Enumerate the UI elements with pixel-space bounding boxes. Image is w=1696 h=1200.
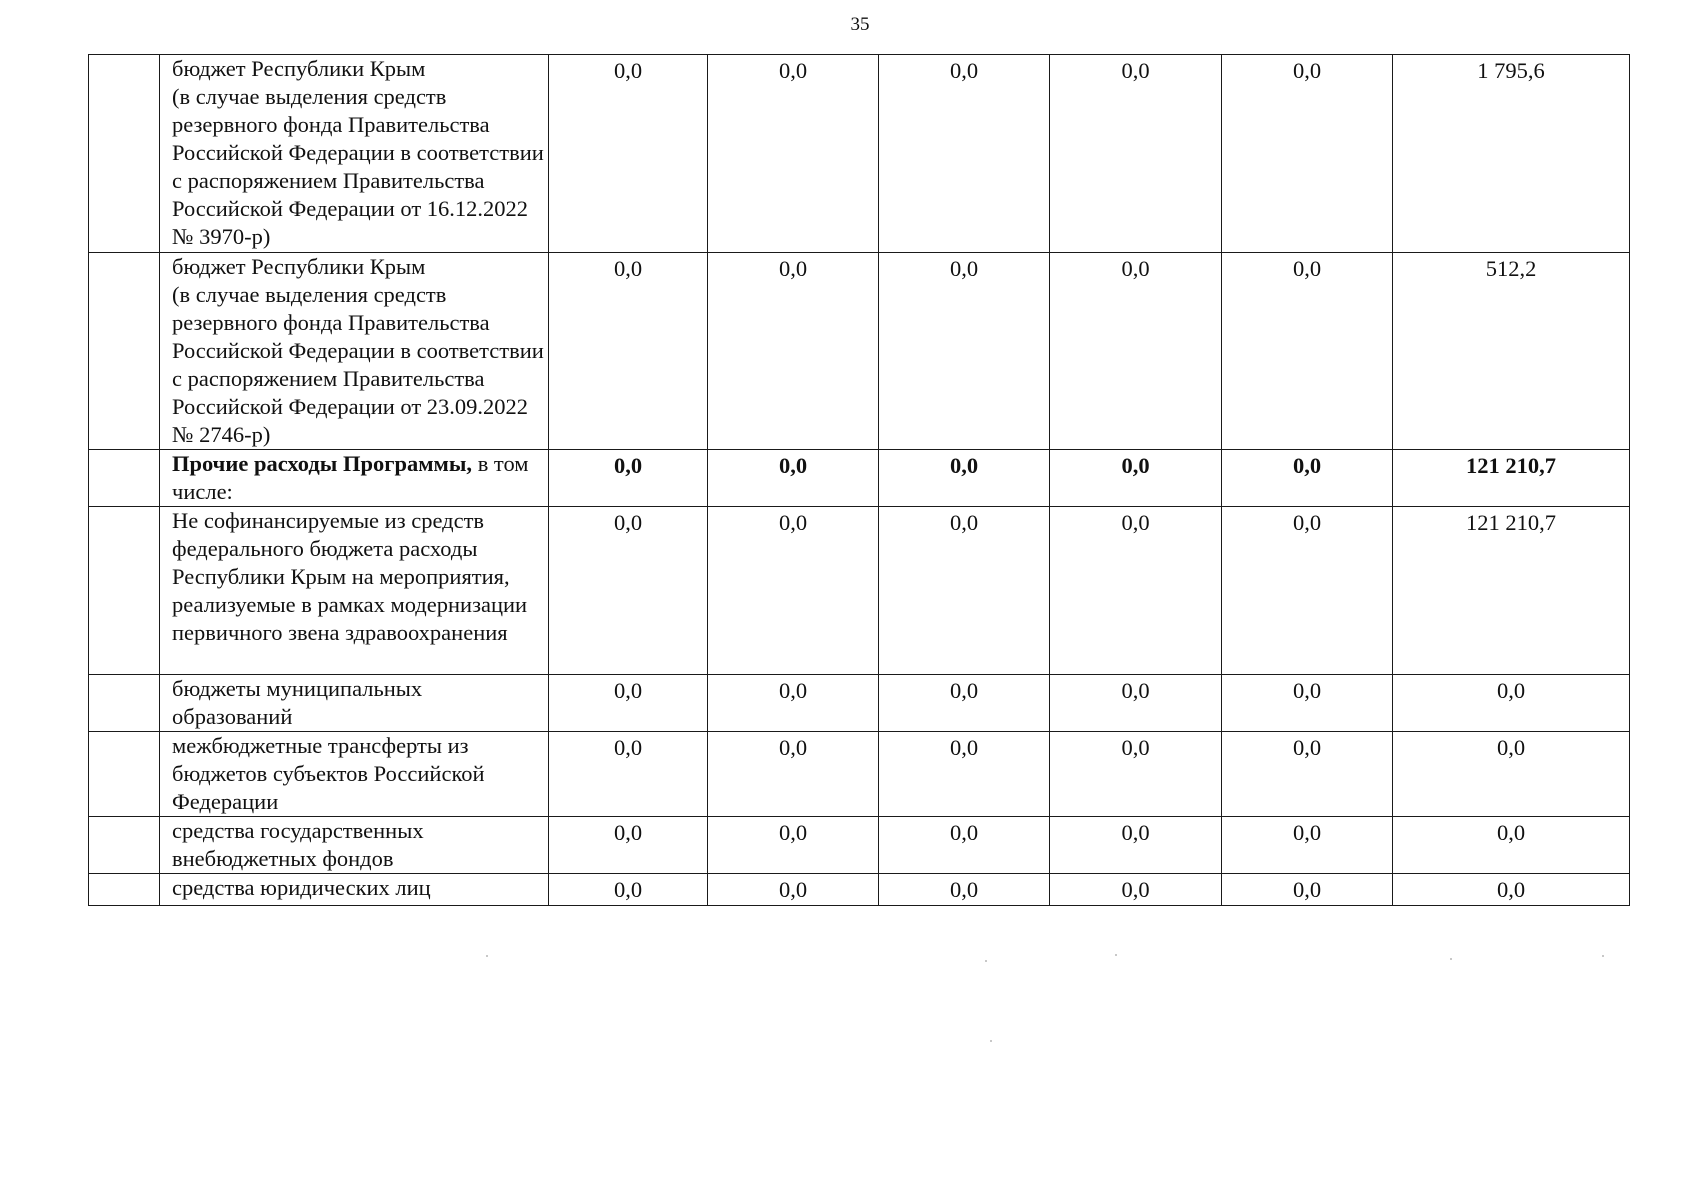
year-value-cell [549,55,708,253]
total-value: 0,0 [1496,820,1526,845]
year-value: 0,0 [778,820,808,845]
year-value: 0,0 [1292,256,1322,281]
year-value: 0,0 [1121,820,1150,845]
year-value: 0,0 [778,510,808,535]
year-value: 0,0 [1121,877,1150,902]
scan-speck [985,960,987,962]
total-value-cell [1393,450,1630,507]
year-value: 0,0 [949,735,979,760]
year-value: 0,0 [778,58,808,83]
year-value: 0,0 [1121,735,1150,760]
year-value-cell [1222,55,1393,253]
table-row [89,253,1630,450]
year-value-cell [879,817,1050,874]
year-value-cell [1222,675,1393,732]
year-value: 0,0 [613,820,643,845]
scan-speck [486,955,488,957]
year-value-cell [1222,874,1393,906]
scan-speck [1602,955,1604,957]
total-value-cell [1393,732,1630,817]
year-value-cell [549,507,708,675]
year-value-cell [1050,675,1222,732]
table-row [89,450,1630,507]
year-value-cell [1050,55,1222,253]
year-value-cell [1050,507,1222,675]
row-description-text: бюджет Республики Крым (в случае выделения средств резервного фонда Правительства Российской Федерации в соответствии с распоряжением Правительства Российской Федерации от 23.09.2022 № 2746-р) [172,254,544,447]
row-description-cell [160,874,549,906]
row-description-text: в том числе: [172,451,529,504]
row-number-cell [89,450,160,507]
year-value-cell [879,55,1050,253]
year-value: 0,0 [1121,256,1150,281]
total-value-cell [1393,55,1630,253]
row-number-cell [89,874,160,906]
total-value: 0,0 [1496,735,1526,760]
row-description-text: Не софинансируемые из средств федерального бюджета расходы Республики Крым на мероприятия, реализуемые в рамках модернизации первичного звена здравоохранения [172,508,528,645]
row-description-text: бюджеты муниципальных образований [172,676,423,729]
year-value: 0,0 [613,256,643,281]
year-value-cell [549,675,708,732]
year-value-cell [549,253,708,450]
year-value: 0,0 [1292,58,1322,83]
total-value: 512,2 [1485,256,1537,281]
row-number-cell [89,817,160,874]
year-value-cell [708,507,879,675]
year-value: 0,0 [949,510,979,535]
year-value: 0,0 [778,735,808,760]
year-value-cell [879,450,1050,507]
total-value: 121 210,7 [1466,510,1556,535]
scan-speck [990,1040,992,1042]
year-value: 0,0 [613,510,643,535]
year-value-cell [549,817,708,874]
year-value: 0,0 [1292,453,1322,478]
year-value-cell [708,253,879,450]
row-number-cell [89,675,160,732]
year-value: 0,0 [949,58,979,83]
row-description-cell [160,55,549,253]
year-value: 0,0 [1121,58,1150,83]
budget-table-body [89,55,1630,906]
year-value-cell [549,732,708,817]
row-description-cell [160,507,549,675]
table-row [89,55,1630,253]
row-description-cell [160,253,549,450]
year-value: 0,0 [1121,453,1150,478]
year-value-cell [549,450,708,507]
row-description-text: межбюджетные трансферты из бюджетов субъектов Российской Федерации [172,733,485,814]
row-number-cell [89,732,160,817]
year-value-cell [708,55,879,253]
year-value-cell [1050,732,1222,817]
year-value-cell [1050,874,1222,906]
year-value: 0,0 [1121,678,1150,703]
total-value: 0,0 [1496,678,1526,703]
year-value: 0,0 [613,735,643,760]
row-description-cell [160,817,549,874]
row-description-cell [160,732,549,817]
year-value-cell [708,732,879,817]
year-value-cell [1222,732,1393,817]
year-value: 0,0 [949,678,979,703]
total-value-cell [1393,817,1630,874]
total-value-cell [1393,507,1630,675]
year-value: 0,0 [1292,820,1322,845]
year-value-cell [549,874,708,906]
budget-table [88,54,1630,906]
row-number-cell [89,507,160,675]
table-row [89,874,1630,906]
year-value-cell [879,732,1050,817]
year-value-cell [1222,450,1393,507]
year-value: 0,0 [613,453,643,478]
year-value-cell [708,817,879,874]
year-value-cell [1050,253,1222,450]
year-value-cell [1222,817,1393,874]
year-value-cell [1050,450,1222,507]
year-value-cell [1222,507,1393,675]
year-value: 0,0 [778,678,808,703]
row-description-cell [160,675,549,732]
total-value: 0,0 [1496,877,1526,902]
year-value-cell [879,874,1050,906]
row-number-cell [89,253,160,450]
row-description-bold: Прочие расходы Программы, [172,451,473,476]
year-value-cell [879,675,1050,732]
year-value-cell [1222,253,1393,450]
table-row [89,675,1630,732]
total-value: 1 795,6 [1477,58,1545,83]
table-row [89,817,1630,874]
year-value: 0,0 [949,877,979,902]
year-value: 0,0 [1121,510,1150,535]
row-description-text: бюджет Республики Крым (в случае выделения средств резервного фонда Правительства Российской Федерации в соответствии с распоряжением Правительства Российской Федерации от 16.12.2022 № 3970-р) [172,56,544,249]
total-value: 121 210,7 [1466,453,1556,478]
year-value: 0,0 [949,256,979,281]
year-value: 0,0 [1292,735,1322,760]
year-value-cell [708,874,879,906]
year-value-cell [708,450,879,507]
year-value: 0,0 [778,256,808,281]
scan-speck [1115,954,1117,956]
row-description-cell [160,450,549,507]
year-value: 0,0 [1292,510,1322,535]
year-value-cell [708,675,879,732]
year-value: 0,0 [1292,678,1322,703]
year-value: 0,0 [949,453,979,478]
year-value-cell [879,507,1050,675]
row-description-text: средства юридических лиц [172,875,431,900]
year-value: 0,0 [1292,877,1322,902]
total-value-cell [1393,675,1630,732]
scan-speck [1450,958,1452,960]
year-value: 0,0 [778,877,808,902]
total-value-cell [1393,253,1630,450]
year-value: 0,0 [613,678,643,703]
total-value-cell [1393,874,1630,906]
row-description-text: средства государственных внебюджетных фондов [172,818,424,871]
year-value-cell [879,253,1050,450]
year-value: 0,0 [613,58,643,83]
row-number-cell [89,55,160,253]
year-value: 0,0 [949,820,979,845]
table-row [89,507,1630,675]
page-number: 35 [850,14,870,35]
year-value-cell [1050,817,1222,874]
year-value: 0,0 [778,453,808,478]
table-row [89,732,1630,817]
year-value: 0,0 [613,877,643,902]
